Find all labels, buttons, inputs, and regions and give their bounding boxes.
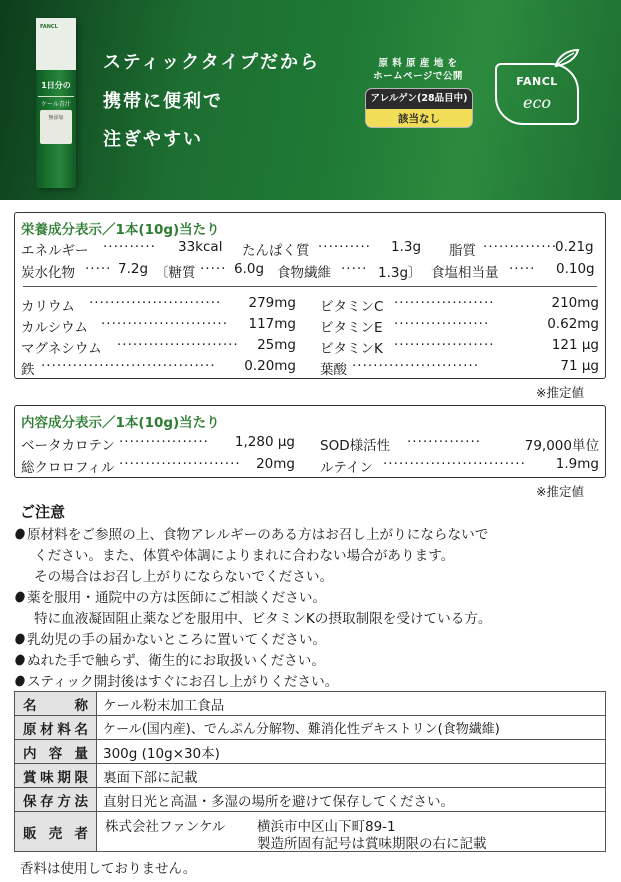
table-row (15, 764, 606, 788)
caution-item-continued: 特に血液凝固阻止薬などを服用中、ビタミンKの摂取制限を受けている方。 (34, 611, 492, 627)
table-row (15, 692, 606, 716)
bullet-icon (14, 632, 27, 645)
divider (23, 286, 597, 287)
spec-key-ingredients: 原材料名 (15, 716, 97, 740)
tagline-line-2: 携帯に便利で (103, 91, 223, 112)
bullet-icon (14, 674, 27, 687)
caution-item-continued: ください。また、体質や体調によりまれに合わない場合があります。 (34, 548, 455, 564)
vitamin-label: ビタミンC (320, 299, 384, 315)
caution-item: ぬれた手で触らず、衛生的にお取扱いください。 (14, 649, 325, 669)
content-value: 1,280 μg (234, 434, 295, 450)
product-stick-image (36, 18, 76, 188)
mineral-label: カリウム (21, 299, 75, 315)
mineral-label: カルシウム (21, 320, 89, 336)
carb-value: 7.2g (118, 261, 149, 277)
table-row (15, 812, 606, 852)
fancl-eco-logo (495, 63, 579, 125)
contents-title: 内容成分表示／1本(10g)当たり (21, 415, 220, 431)
salt-label: 食塩相当量 (431, 265, 499, 281)
table-row (15, 740, 606, 764)
nutrition-title: 栄養成分表示／1本(10g)当たり (21, 222, 220, 238)
dot-leader: ·················· (394, 316, 490, 332)
tagline-line-1: スティックタイプだから (103, 52, 320, 73)
dot-leader: ························ (352, 358, 479, 374)
spec-key-seller: 販売者 (15, 812, 97, 852)
sugar-value: 6.0g (234, 261, 265, 277)
vitamin-label: ビタミンK (320, 341, 383, 357)
nutrition-facts-box (14, 212, 606, 379)
spec-value-storage: 直射日光と高温・多湿の場所を避けて保存してください。 (97, 788, 606, 812)
spec-key-name: 名称 (15, 692, 97, 716)
content-value: 1.9mg (555, 456, 599, 472)
tagline-line-3: 注ぎやすい (103, 129, 203, 150)
origin-line-1: 原 料 原 産 地 を (378, 58, 458, 69)
dot-leader: ··························· (383, 456, 526, 472)
carb-label: 炭水化物 (21, 265, 75, 281)
nutrition-estimate-note: ※推定値 (536, 385, 584, 400)
bullet-icon (14, 527, 27, 540)
seller-address: 横浜市中区山下町89-1 (257, 819, 396, 835)
dot-leader: ······················· (119, 456, 241, 472)
stick-cap (36, 18, 76, 70)
table-row (15, 788, 606, 812)
stick-label: 無添加 (40, 110, 72, 144)
bullet-icon (14, 590, 27, 603)
dot-leader: ························ (101, 316, 228, 332)
spec-value-seller (97, 812, 606, 852)
fiber-value: 1.3g〕 (378, 265, 422, 281)
content-label: ルテイン (320, 460, 374, 476)
stick-logo: FANCL (40, 24, 58, 30)
allergen-badge-title: アレルゲン(28品目中) (366, 89, 472, 109)
bullet-icon (14, 653, 27, 666)
dot-leader: ····· (509, 261, 536, 277)
contents-facts-box (14, 405, 606, 478)
dot-leader: ·········· (318, 239, 371, 255)
dot-leader: ····· (341, 261, 368, 277)
spec-key-storage: 保存方法 (15, 788, 97, 812)
mineral-value: 25mg (257, 337, 296, 353)
sugar-label: 〔糖質 (155, 265, 196, 281)
vitamin-value: 210mg (551, 295, 599, 311)
dot-leader: ·············· (407, 434, 482, 450)
fat-value: 0.21g (555, 239, 594, 255)
dot-leader: ··················· (394, 337, 495, 353)
content-value: 79,000単位 (524, 438, 599, 454)
dot-leader: ························· (89, 295, 222, 311)
spec-value-ingredients: ケール(国内産)、でんぷん分解物、難消化性デキストリン(食物繊維) (97, 716, 606, 740)
dot-leader: ·········· (103, 239, 156, 255)
mineral-value: 117mg (248, 316, 296, 332)
spec-value-expiry: 裏面下部に記載 (97, 764, 606, 788)
caution-item: 乳幼児の手の届かないところに置いてください。 (14, 628, 326, 648)
fragrance-note: 香料は使用しておりません。 (20, 861, 197, 877)
caution-title: ご注意 (20, 503, 66, 521)
spec-key-volume: 内容量 (15, 740, 97, 764)
dot-leader: ······················· (117, 337, 239, 353)
origin-line-2: ホームページで公開 (373, 71, 463, 82)
spec-value-name: ケール粉末加工食品 (97, 692, 606, 716)
spec-key-expiry: 賞味期限 (15, 764, 97, 788)
mineral-value: 0.20mg (244, 358, 296, 374)
dot-leader: ····· (200, 261, 227, 277)
mineral-label: マグネシウム (21, 341, 102, 357)
caution-item: 原材料をご参照の上、食物アレルギーのある方はお召し上がりにならないで (14, 523, 488, 543)
stick-product-name: ケール青汁 (38, 96, 74, 108)
salt-value: 0.10g (556, 261, 595, 277)
caution-item-continued: その場合はお召し上がりにならないでください。 (34, 569, 334, 585)
allergen-badge (365, 88, 473, 128)
vitamin-value: 0.62mg (547, 316, 599, 332)
product-spec-table (14, 691, 606, 852)
stick-headline: 1日分の (41, 81, 71, 90)
allergen-badge-value: 該当なし (366, 109, 472, 128)
eco-logo-word: eco (522, 93, 552, 112)
mineral-label: 鉄 (21, 362, 35, 378)
vitamin-label: 葉酸 (320, 362, 347, 378)
vitamin-value: 121 μg (551, 337, 599, 353)
seller-note: 製造所固有記号は賞味期限の右に記載 (257, 836, 487, 852)
header-banner (0, 0, 621, 200)
energy-value: 33kcal (178, 239, 223, 255)
eco-logo-brand: FANCL (516, 75, 558, 88)
fiber-label: 食物繊維 (277, 265, 331, 281)
energy-label: エネルギー (21, 243, 89, 259)
caution-item: スティック開封後はすぐにお召し上がりください。 (14, 670, 338, 690)
leaf-icon (554, 48, 580, 68)
spec-value-volume: 300g (10g×30本) (97, 740, 606, 764)
content-label: 総クロロフィル (21, 460, 115, 476)
content-value: 20mg (256, 456, 295, 472)
dot-leader: ················· (119, 434, 209, 450)
contents-estimate-note: ※推定値 (536, 484, 584, 499)
dot-leader: ·············· (483, 239, 558, 255)
caution-item: 薬を服用・通院中の方は医師にご相談ください。 (14, 586, 326, 606)
table-row (15, 716, 606, 740)
content-label: ベータカロテン (21, 438, 115, 454)
vitamin-value: 71 μg (560, 358, 599, 374)
content-label: SOD様活性 (320, 438, 391, 454)
dot-leader: ··················· (394, 295, 495, 311)
dot-leader: ····· (85, 261, 112, 277)
fat-label: 脂質 (449, 243, 476, 259)
origin-notice (362, 57, 474, 83)
seller-company: 株式会社ファンケル (105, 819, 226, 835)
protein-label: たんぱく質 (242, 243, 310, 259)
mineral-value: 279mg (248, 295, 296, 311)
protein-value: 1.3g (391, 239, 422, 255)
dot-leader: ································· (41, 358, 216, 374)
vitamin-label: ビタミンE (320, 320, 383, 336)
